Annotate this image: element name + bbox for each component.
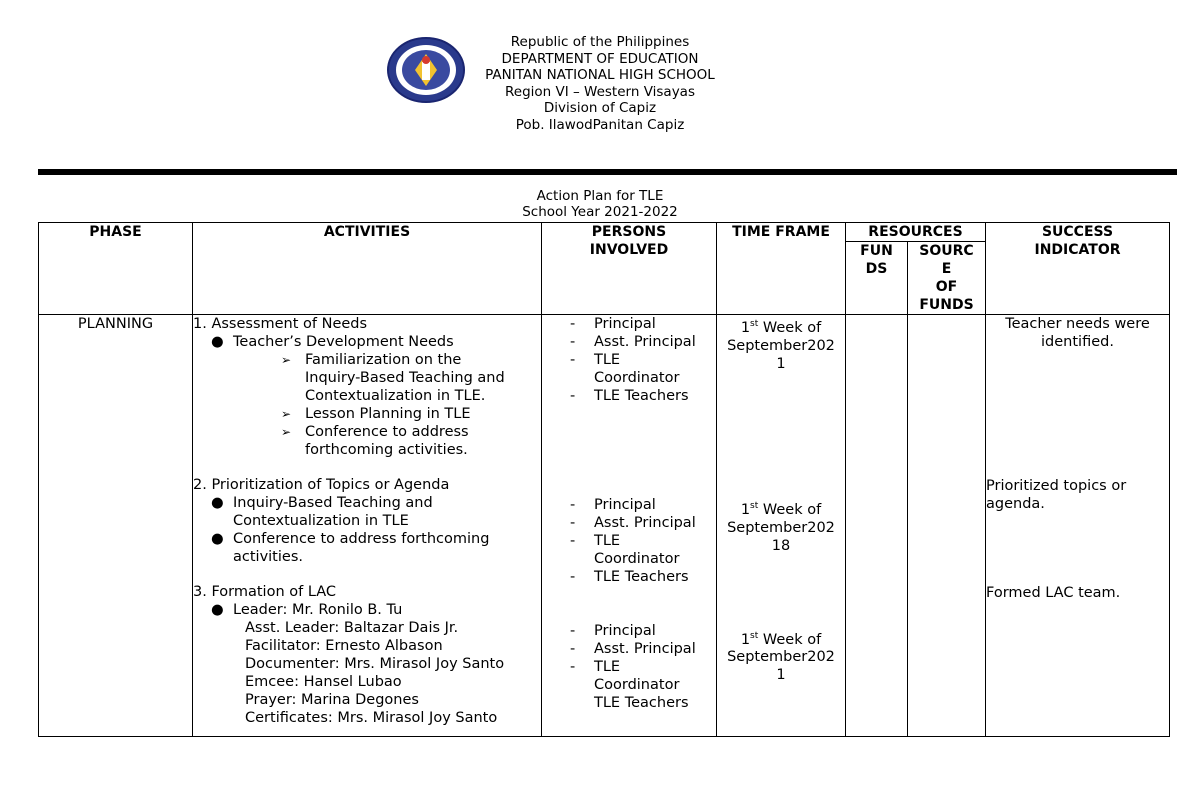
- header-time-frame: TIME FRAME: [717, 223, 846, 315]
- source-of-funds-cell: [908, 315, 986, 737]
- activity-2-bullet-2: ● Conference to address forthcoming activities.: [211, 531, 490, 565]
- success-indicator-cell: [986, 315, 1170, 737]
- funds-cell: [846, 315, 908, 737]
- activity-3-bullet: ● Leader: Mr. Ronilo B. Tu: [211, 602, 403, 618]
- action-plan-table: [38, 222, 1170, 737]
- school-year: School Year 2021-2022: [522, 204, 678, 220]
- header-source-of-funds: SOURC E OF FUNDS: [908, 242, 986, 315]
- activity-2-title: 2. Prioritization of Topics or Agenda: [193, 477, 450, 493]
- header-phase: PHASE: [39, 223, 193, 315]
- activity-1-sub-3: ➢ Conference to address forthcoming activities.: [281, 424, 469, 458]
- activity-1-bullet: ● Teacher’s Development Needs: [211, 334, 454, 350]
- success-2: Prioritized topics or agenda.: [986, 478, 1127, 512]
- header-republic: Republic of the Philippines: [510, 34, 690, 50]
- time-frame-2: 1st Week of September202 18: [727, 500, 835, 554]
- time-frame-3: 1st Week of September202 1: [727, 630, 835, 684]
- success-3: Formed LAC team.: [986, 585, 1121, 601]
- activities-cell: [193, 315, 542, 737]
- header-funds: FUN DS: [846, 242, 908, 315]
- persons-group-2: - Principal - Asst. Principal - TLE Coordinator - TLE Teachers: [570, 497, 696, 585]
- header-success-indicator: SUCCESS INDICATOR: [986, 223, 1170, 315]
- header-region: Region VI – Western Visayas: [504, 83, 695, 100]
- activity-1-sub-2: ➢ Lesson Planning in TLE: [281, 406, 471, 422]
- activity-1-title: 1. Assessment of Needs: [193, 316, 368, 332]
- header-division: Division of Capiz: [543, 100, 657, 117]
- header-resources: RESOURCES: [846, 223, 986, 242]
- letterhead: [0, 34, 1200, 134]
- time-frame-cell: [717, 315, 846, 737]
- persons-group-3: - Principal - Asst. Principal - TLE Coordinator TLE Teachers: [570, 623, 696, 711]
- document-titles: [0, 188, 1200, 220]
- header-divider: [38, 169, 1177, 175]
- activity-3-title: 3. Formation of LAC: [193, 584, 337, 600]
- header-school: PANITAN NATIONAL HIGH SCHOOL: [485, 67, 715, 84]
- header-department: DEPARTMENT OF EDUCATION: [501, 50, 699, 67]
- activity-2-bullet-1: ● Inquiry-Based Teaching and Contextualization in TLE: [211, 495, 433, 529]
- activity-1-sub-1: ➢ Familiarization on the Inquiry-Based Teaching and Contextualization in TLE.: [281, 352, 505, 404]
- persons-cell: [542, 315, 717, 737]
- time-frame-1: 1st Week of September202 1: [727, 319, 835, 372]
- lac-member-list: Asst. Leader: Baltazar Dais Jr. Facilitator: Ernesto Albason Documenter: Mrs. Mirasol Joy Santo Emcee: Hansel Lubao Prayer: Marina Degones Certificates: Mrs. Mirasol Joy Santo: [245, 620, 505, 726]
- persons-group-1: - Principal - Asst. Principal - TLE Coordinator - TLE Teachers: [570, 316, 696, 404]
- document-title: Action Plan for TLE: [536, 188, 664, 204]
- phase-cell: PLANNING: [39, 315, 193, 737]
- header-address: Pob. IlawodPanitan Capiz: [515, 116, 685, 133]
- header-activities: ACTIVITIES: [193, 223, 542, 315]
- header-persons-involved: PERSONS INVOLVED: [542, 223, 717, 315]
- success-1: Teacher needs were identified.: [1005, 316, 1150, 350]
